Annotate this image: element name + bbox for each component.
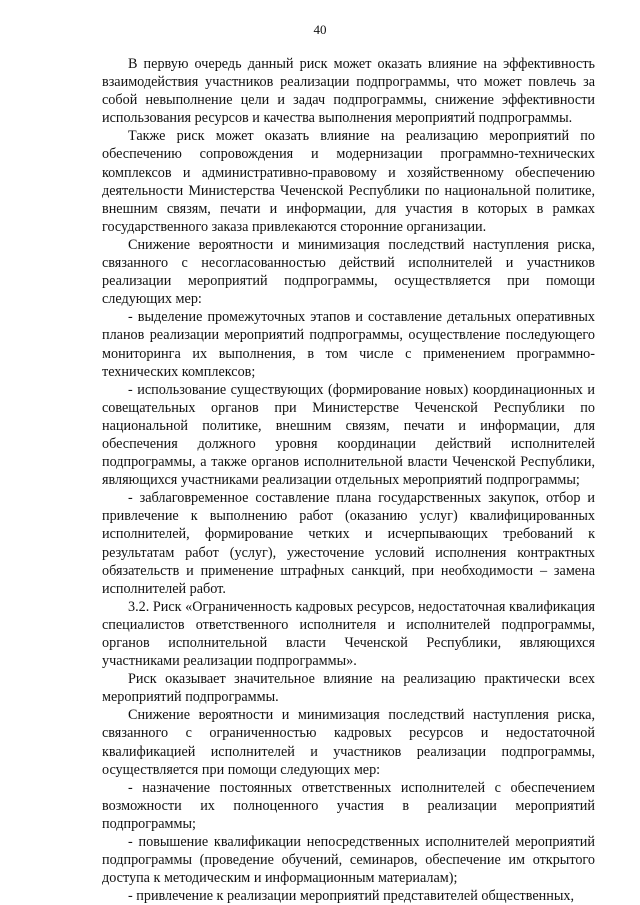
paragraph-risk-influence: В первую очередь данный риск может оказать влияние на эффективность взаимодействия участников реализации подпрограммы, что может повлечь за собой невыполнение цели и задач подпрограммы, снижение эффективности использования ресурсов и качества выполнения мероприятий подпрограммы. (102, 56, 595, 127)
list-item-intermediate-stages: - выделение промежуточных этапов и составление детальных оперативных планов реализации мероприятий подпрограммы, осуществление последующего мониторинга их выполнения, в том числе с применением программно-технических комплексов; (102, 309, 595, 380)
list-item-procurement-plan: - заблаговременное составление плана государственных закупок, отбор и привлечение к выполнению работ (оказанию услуг) квалифицированных исполнителей, формирование четких и исчерпывающих требований к результатам работ (услуг), ужесточение условий исполнения контрактных обязательств и применение штрафных санкций, при необходимости – замена исполнителей работ. (102, 490, 595, 597)
page-number: 40 (313, 22, 327, 37)
paragraph-risk-3-2: 3.2. Риск «Ограниченность кадровых ресурсов, недостаточная квалификация специалистов ответственного исполнителя и исполнителей подпрограммы, органов исполнительной власти Чеченской Республики, являющихся участниками реализации подпрограммы». (102, 598, 595, 670)
list-item-coordination-bodies: - использование существующих (формирование новых) координационных и совещательных органов при Министерстве Чеченской Республики по национальной политике, внешним связям, печати и информации, для обеспечения должного уровня координации действий исполнителей подпрограммы, а также органов исполнительной власти Чеченской Республики, являющихся участниками реализации отдельных мероприятий подпрограммы; (102, 381, 595, 489)
list-item-permanent-executors: - назначение постоянных ответственных исполнителей с обеспечением возможности их полноценного участия в реализации мероприятий подпрограммы; (102, 779, 595, 832)
document-body (102, 55, 595, 905)
paragraph-risk-activities: Также риск может оказать влияние на реализацию мероприятий по обеспечению сопровождения и модернизации программно-технических комплексов и административно-правовому и хозяйственному обеспечению деятельности Министерства Чеченской Республики по национальной политике, внешним связям, печати и информации, для участия в которых в рамках государственного заказа привлекаются сторонние организации. (102, 128, 595, 235)
list-item-public-representatives: - привлечение к реализации мероприятий представителей общественных, (128, 888, 575, 905)
paragraph-risk-impact: Риск оказывает значительное влияние на реализацию практически всех мероприятий подпрограммы. (102, 671, 595, 706)
paragraph-mitigation-intro-2: Снижение вероятности и минимизация последствий наступления риска, связанного с ограниченностью кадровых ресурсов и недостаточной квалификацией исполнителей и участников реализации подпрограммы, осуществляется при помощи следующих мер: (102, 707, 595, 778)
paragraph-mitigation-intro: Снижение вероятности и минимизация последствий наступления риска, связанного с несогласованностью действий исполнителей и участников реализации мероприятий подпрограммы, осуществляется при помощи следующих мер: (102, 236, 595, 308)
list-item-qualification: - повышение квалификации непосредственных исполнителей мероприятий подпрограммы (проведение обучений, семинаров, обеспечение им открытого доступа к методическим и информационным материалам); (102, 834, 595, 887)
